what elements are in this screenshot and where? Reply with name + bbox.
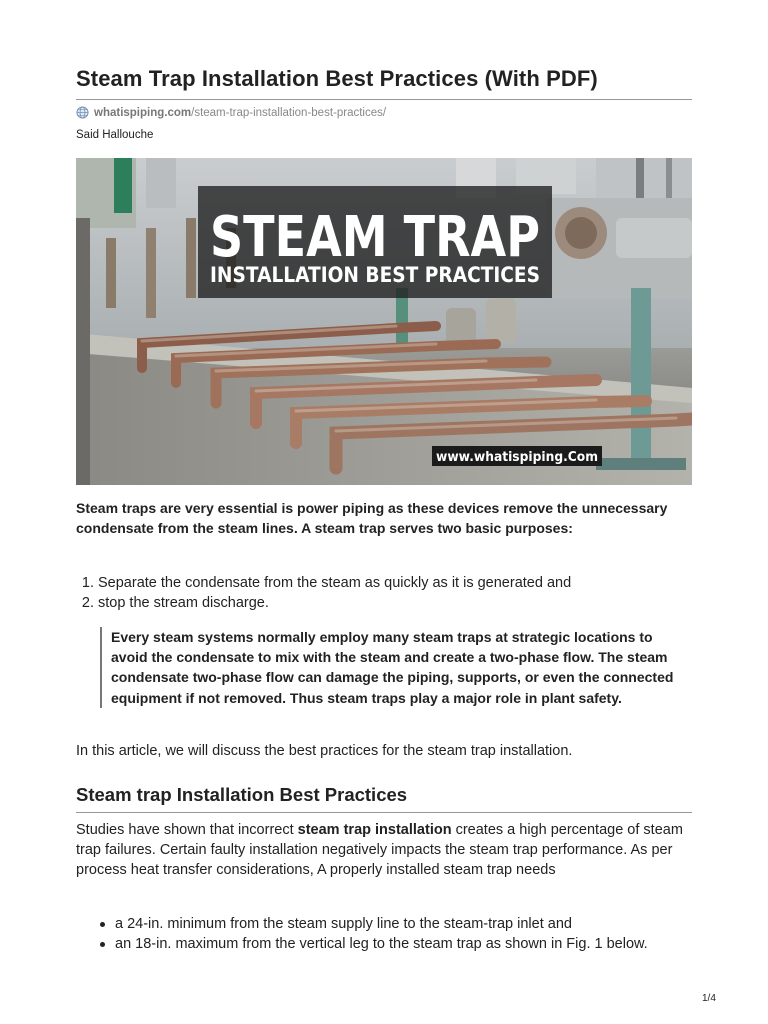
author-name: Said Hallouche	[76, 129, 154, 141]
source-domain: whatispiping.com	[94, 107, 192, 119]
section-heading: Steam trap Installation Best Practices	[76, 784, 408, 805]
source-url[interactable]	[76, 106, 386, 119]
studies-text-end: creates a high percentage of steam trap failures. Certain faulty installation negatively impacts the steam trap performance. As per process heat transfer considerations, A properly installed steam trap needs	[76, 822, 683, 879]
studies-bold-term: steam trap installation	[297, 822, 452, 838]
list-item: an 18-in. maximum from the vertical leg to the steam trap as shown in Fig. 1 below.	[76, 934, 648, 954]
hero-watermark: www.whatispiping.Com	[436, 450, 598, 465]
title-divider	[76, 99, 692, 100]
list-item	[76, 573, 571, 593]
hero-headline: STEAM TRAP	[210, 205, 540, 270]
globe-icon	[76, 106, 89, 119]
needs-list	[76, 914, 648, 955]
section-divider	[76, 812, 692, 813]
list-number: 1.	[81, 575, 94, 591]
hero-subheadline: INSTALLATION BEST PRACTICES	[210, 263, 540, 287]
list-item: a 24-in. minimum from the steam supply line to the steam-trap inlet and	[76, 914, 648, 934]
list-item-text: stop the stream discharge.	[98, 595, 269, 612]
blockquote: Every steam systems normally employ many steam traps at strategic locations to avoid the condensate to mix with the steam and create a two-phase flow. The steam condensate two-phase flow can damage the piping, supports, or even the connected equipment if not removed. Thus steam traps play a major role in plant safety.	[100, 627, 687, 708]
purposes-list	[76, 573, 571, 614]
article-summary: In this article, we will discuss the best practices for the steam trap installation.	[76, 743, 573, 759]
list-item-text: Separate the condensate from the steam as quickly as it is generated and	[98, 575, 572, 591]
source-path: /steam-trap-installation-best-practices/	[191, 107, 387, 119]
list-number: 2.	[81, 595, 94, 612]
studies-text-start: Studies have shown that incorrect	[76, 822, 298, 838]
studies-paragraph	[76, 820, 694, 881]
list-item	[76, 593, 571, 613]
page-title: Steam Trap Installation Best Practices (With PDF)	[76, 66, 598, 91]
page-number: 1/4	[702, 993, 716, 1004]
intro-paragraph: Steam traps are very essential is power piping as these devices remove the unnecessary condensate from the steam lines. A steam trap serves two basic purposes:	[76, 500, 668, 537]
hero-image	[76, 158, 692, 485]
